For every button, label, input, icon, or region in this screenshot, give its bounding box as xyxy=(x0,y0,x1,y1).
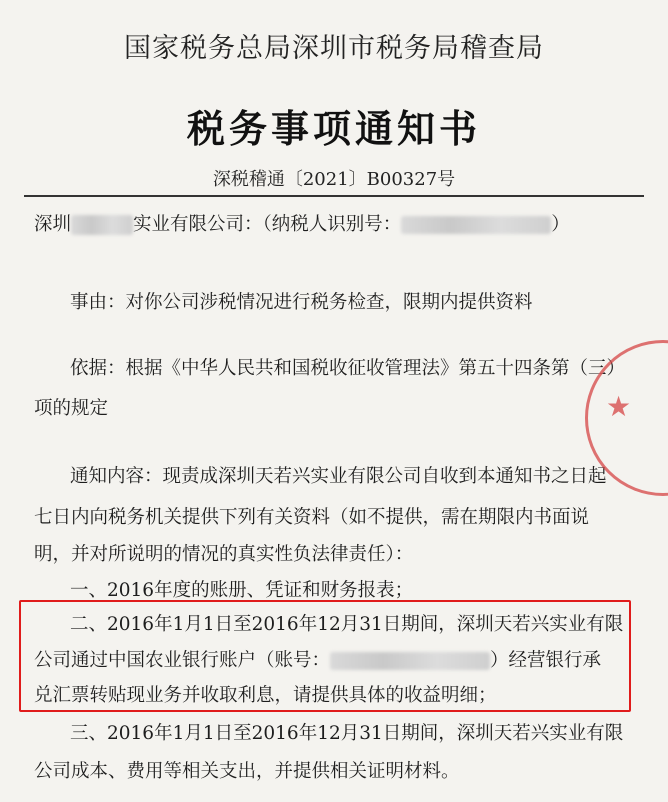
document-title: 税务事项通知书 xyxy=(186,106,481,151)
matter-line: 事由：对你公司涉税情况进行税务检查，限期内提供资料 xyxy=(70,292,533,313)
agency-name: 国家税务总局深圳市税务局稽查局 xyxy=(124,33,544,64)
addressee-prefix: 深圳 xyxy=(34,214,72,235)
document-number: 深税稽通〔2021〕B00327号 xyxy=(212,169,456,190)
addressee-suffix: 实业有限公司：（纳税人识别号： xyxy=(133,214,402,235)
basis-line-2: 项的规定 xyxy=(34,398,109,419)
item-2-line-3: 兑汇票转贴现业务并收取利息，请提供具体的收益明细； xyxy=(34,685,497,706)
notice-line-3: 明，并对所说明的情况的真实性负法律责任）： xyxy=(34,544,414,565)
item-2-account-close: ）经营银行承 xyxy=(490,650,602,671)
item-2-line-1: 二、2016年1月1日至2016年12月31日期间，深圳天若兴实业有限 xyxy=(70,614,624,635)
notice-line-1: 通知内容：现责成深圳天若兴实业有限公司自收到本通知书之日起 xyxy=(70,466,607,487)
item-1: 一、2016年度的账册、凭证和财务报表； xyxy=(70,580,414,601)
highlight-box xyxy=(19,600,631,712)
seal-star-icon: ★ xyxy=(606,390,632,423)
redacted-company-name xyxy=(71,215,133,235)
redacted-taxpayer-id xyxy=(401,216,551,234)
basis-line-1: 依据：根据《中华人民共和国税收征收管理法》第五十四条第（三） xyxy=(70,358,626,379)
item-2-account-label: 公司通过中国农业银行账户（账号： xyxy=(34,650,331,671)
addressee-close: ） xyxy=(551,214,570,235)
item-3-line-2: 公司成本、费用等相关支出，并提供相关证明材料。 xyxy=(34,761,460,782)
notice-line-2: 七日内向税务机关提供下列有关资料（如不提供，需在期限内书面说 xyxy=(34,507,590,528)
item-3-line-1: 三、2016年1月1日至2016年12月31日期间，深圳天若兴实业有限 xyxy=(70,723,624,744)
header-divider xyxy=(24,195,644,197)
addressee-line xyxy=(34,210,570,236)
